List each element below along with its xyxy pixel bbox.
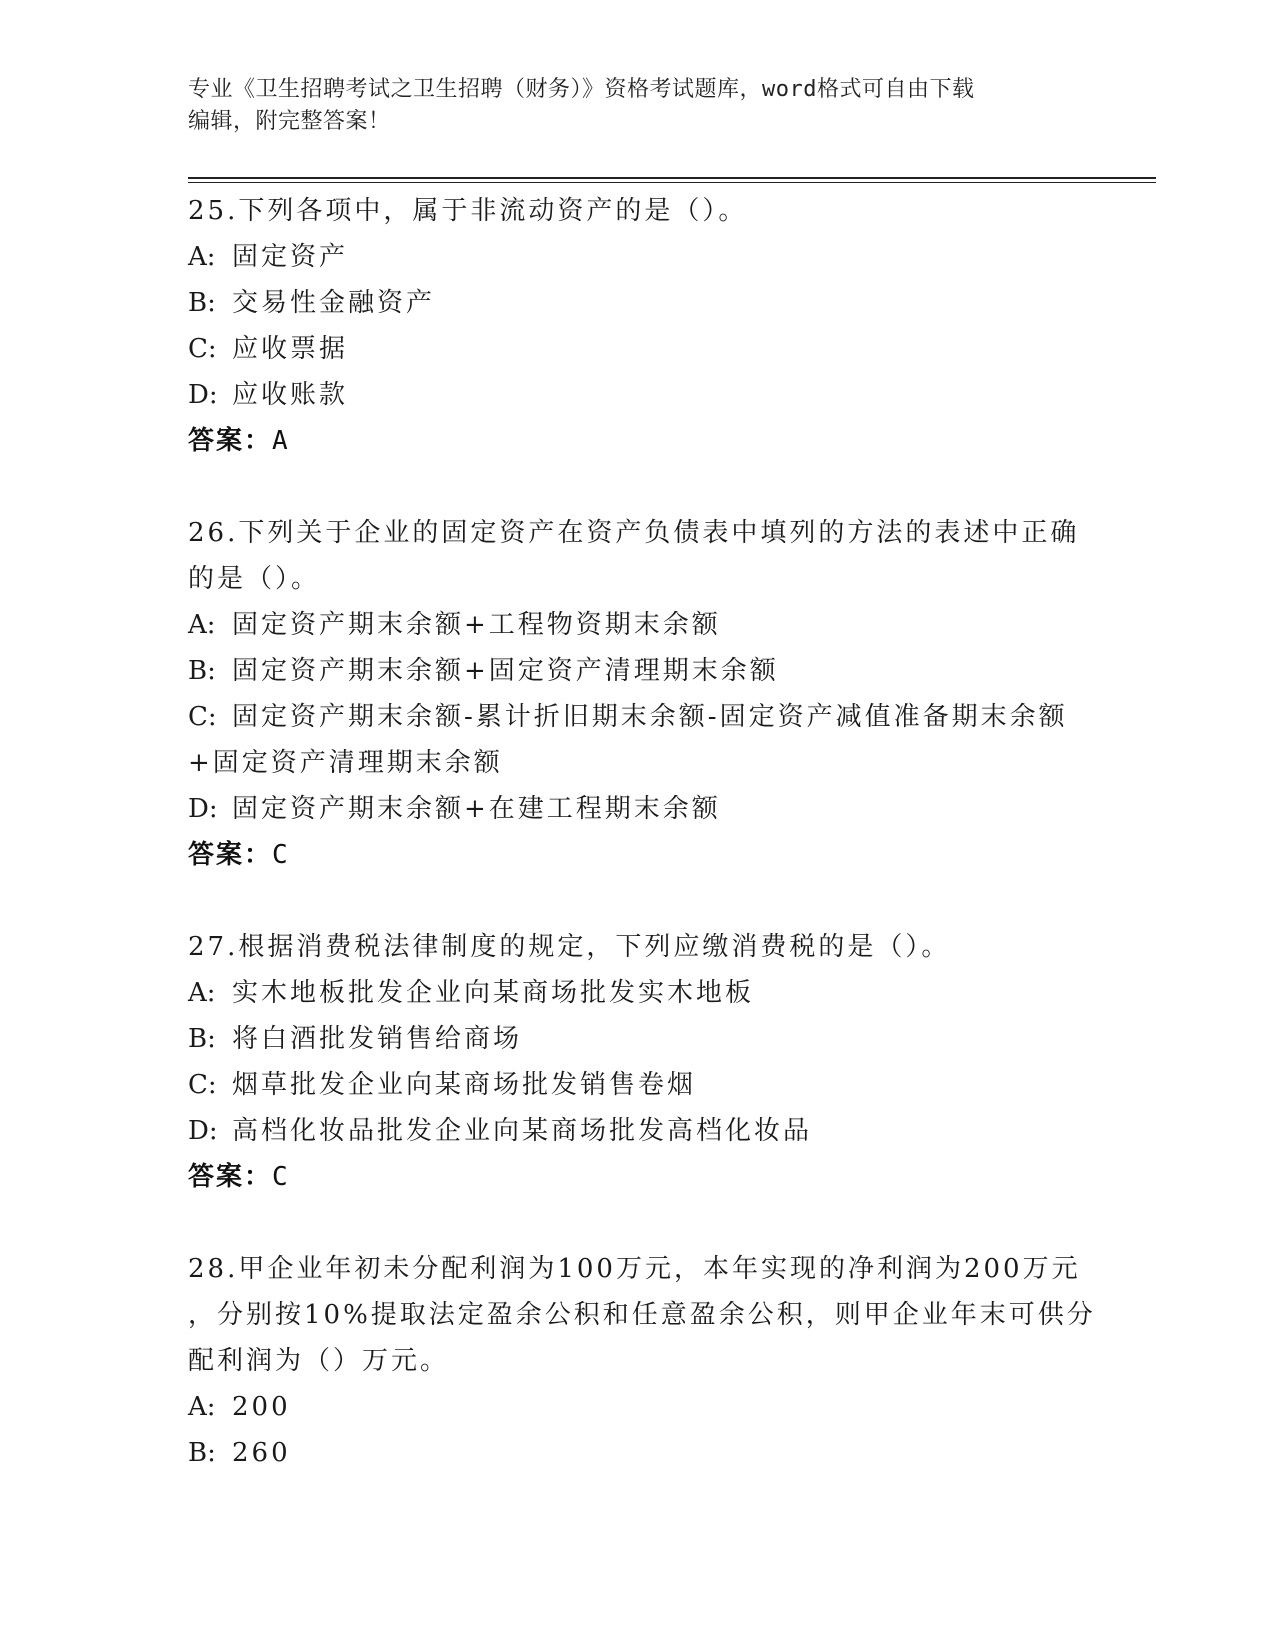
header-divider-thick [188, 177, 1156, 179]
answer-option [188, 1430, 1088, 1476]
question-list [188, 188, 1096, 1476]
option-text: 200 [232, 1392, 291, 1422]
answer-option [188, 970, 1088, 1016]
option-key: A: [188, 1392, 216, 1422]
answer-option [188, 1062, 1088, 1108]
option-text: 固定资产期末余额-累计折旧期末余额-固定资产减值准备期末余额 [232, 702, 1068, 732]
option-text: 高档化妆品批发企业向某商场批发高档化妆品 [232, 1116, 813, 1146]
answer-line [188, 1154, 1088, 1200]
option-key: A: [188, 978, 216, 1008]
answer-value: C [272, 1162, 290, 1192]
option-key: B: [188, 656, 216, 686]
answer-option [188, 694, 1088, 740]
question-stem-line: 25.下列各项中，属于非流动资产的是（）。 [188, 196, 748, 226]
option-key: D: [188, 1116, 218, 1146]
question-block [188, 510, 1088, 878]
answer-option [188, 1016, 1088, 1062]
option-text: 固定资产期末余额+在建工程期末余额 [232, 794, 721, 824]
option-key: D: [188, 794, 218, 824]
answer-option [188, 234, 1088, 280]
question-block [188, 1246, 1096, 1476]
option-text: 将白酒批发销售给商场 [232, 1024, 523, 1054]
option-key: C: [188, 1070, 217, 1100]
option-key: C: [188, 702, 217, 732]
answer-option [188, 648, 1088, 694]
answer-value: A [272, 426, 290, 456]
option-text: +固定资产清理期末余额 [188, 748, 503, 778]
answer-option [188, 372, 1088, 418]
option-text: 260 [232, 1438, 291, 1468]
question-stem-line: 的是（）。 [188, 564, 321, 594]
answer-option [188, 1384, 1088, 1430]
option-key: A: [188, 242, 216, 272]
question-stem-line: 26.下列关于企业的固定资产在资产负债表中填列的方法的表述中正确 [188, 518, 1080, 548]
option-key: B: [188, 288, 216, 318]
option-key: A: [188, 610, 216, 640]
question-block [188, 188, 1088, 464]
option-text: 烟草批发企业向某商场批发销售卷烟 [232, 1070, 697, 1100]
answer-label: 答案： [188, 840, 273, 870]
question-stem-line: 28.甲企业年初未分配利润为100万元，本年实现的净利润为200万元 [188, 1254, 1081, 1284]
question-stem-line: 配利润为（）万元。 [188, 1346, 450, 1376]
answer-option [188, 280, 1088, 326]
answer-label: 答案： [188, 426, 273, 456]
option-text: 应收票据 [232, 334, 349, 364]
answer-option [188, 602, 1088, 648]
question-stem-line: ，分别按10%提取法定盈余公积和任意盈余公积，则甲企业年末可供分 [188, 1300, 1096, 1330]
answer-option [188, 740, 1088, 786]
answer-option [188, 326, 1088, 372]
option-text: 实木地板批发企业向某商场批发实木地板 [232, 978, 755, 1008]
option-key: B: [188, 1024, 216, 1054]
header-line-2: 编辑，附完整答案！ [188, 109, 391, 134]
header-line-1: 专业《卫生招聘考试之卫生招聘（财务）》资格考试题库，word格式可自由下载 [188, 77, 975, 102]
option-key: C: [188, 334, 217, 364]
answer-label: 答案： [188, 1162, 273, 1192]
answer-line [188, 832, 1088, 878]
answer-option [188, 786, 1088, 832]
option-text: 固定资产期末余额+工程物资期末余额 [232, 610, 721, 640]
header-divider-thin [188, 182, 1156, 183]
option-text: 固定资产期末余额+固定资产清理期末余额 [232, 656, 779, 686]
option-key: B: [188, 1438, 216, 1468]
document-header [188, 74, 1088, 138]
question-stem-line: 27.根据消费税法律制度的规定，下列应缴消费税的是（）。 [188, 932, 951, 962]
answer-line [188, 418, 1088, 464]
answer-value: C [272, 840, 290, 870]
option-key: D: [188, 380, 218, 410]
question-block [188, 924, 1088, 1200]
answer-option [188, 1108, 1088, 1154]
option-text: 固定资产 [232, 242, 349, 272]
option-text: 应收账款 [232, 380, 349, 410]
option-text: 交易性金融资产 [232, 288, 436, 318]
